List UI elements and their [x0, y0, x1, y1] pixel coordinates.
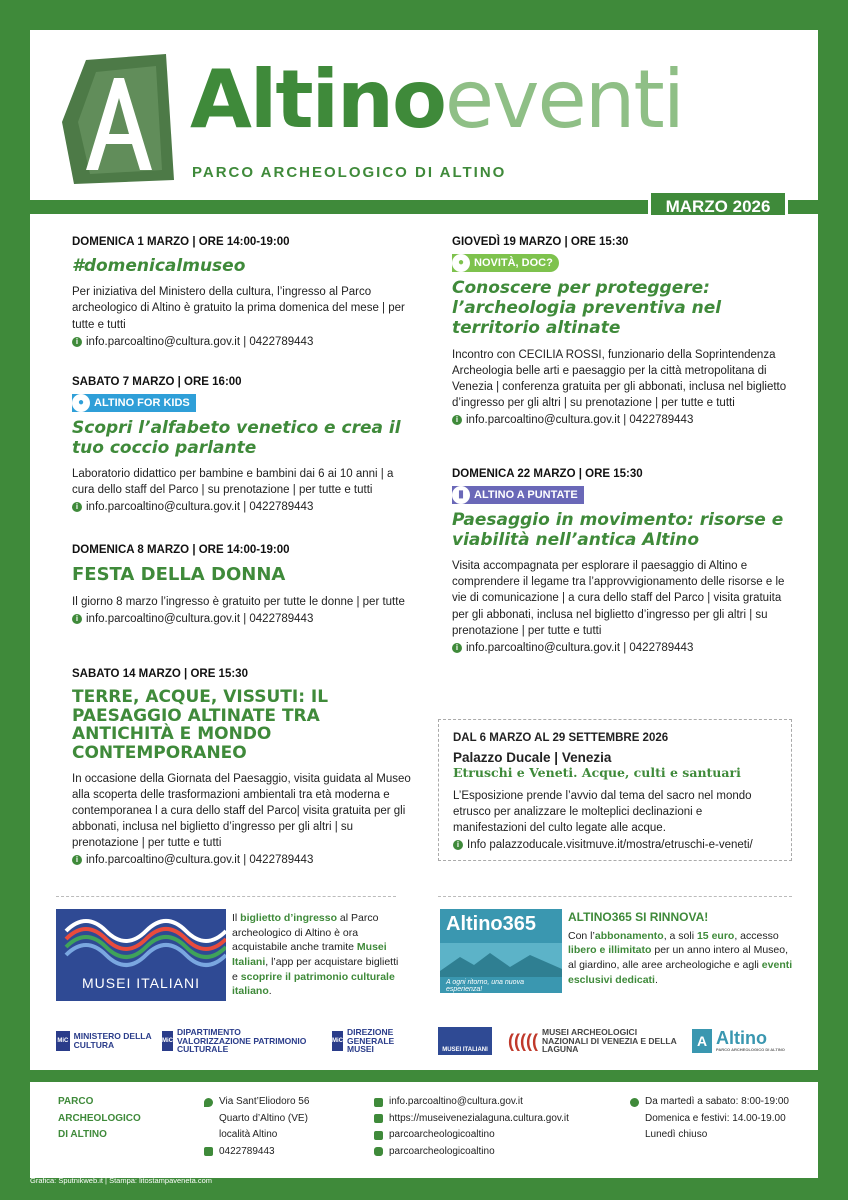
- info-icon: i: [72, 337, 82, 347]
- event-desc: Il giorno 8 marzo l’ingresso è gratuito per tutte le donne | per tutte: [72, 595, 405, 608]
- event-date: DOMENICA 22 MARZO | ORE 15:30: [452, 468, 643, 480]
- tag-puntate: [452, 486, 584, 504]
- event-4: [72, 668, 417, 866]
- footer-text: Quarto d’Altino (VE): [219, 1112, 308, 1124]
- highlight-text: 15 euro: [696, 929, 735, 942]
- footer-text: località Altino: [219, 1129, 278, 1140]
- footer-address: [204, 1094, 309, 1160]
- event-desc: Laboratorio didattico per bambine e bambini dai 6 ai 10 anni | a cura dello staff del Parco | su prenotazione | per tutte e tutti: [72, 468, 394, 497]
- column-icon: ▮: [452, 486, 470, 504]
- event-5: [452, 236, 797, 426]
- footer-facebook-link[interactable]: parcoarcheologicoaltino: [389, 1129, 495, 1140]
- info-icon: i: [72, 614, 82, 624]
- logo-title-part2: eventi: [444, 53, 683, 146]
- footer-facebook-row: [374, 1127, 569, 1144]
- highlight-text: libero e illimitato: [568, 944, 652, 957]
- contact-text: info.parcoaltino@cultura.gov.it | 0422789443: [466, 641, 694, 654]
- text-run: Con l’: [568, 929, 595, 942]
- text-run: Il: [232, 912, 241, 924]
- musei-italiani-logo-text: MUSEI ITALIANI: [82, 975, 200, 991]
- event-title: #domenicalmuseo: [72, 256, 246, 276]
- highlight-text: Musei Italiani: [232, 941, 387, 969]
- partner-label: Altino: [716, 1028, 767, 1049]
- altino365-heading: ALTINO365 SI RINNOVA!: [568, 910, 709, 924]
- tag-doc: [452, 254, 559, 272]
- event-3: [72, 544, 417, 625]
- clock-icon: [630, 1098, 639, 1107]
- text-run: .: [654, 973, 658, 986]
- credits: Grafica: Sputnikweb.it | Stampa: litostampaveneta.com: [30, 1176, 213, 1185]
- event-date: DOMENICA 8 MARZO | ORE 14:00-19:00: [72, 544, 290, 556]
- event-date: SABATO 7 MARZO | ORE 16:00: [72, 376, 242, 388]
- footer-inner: [30, 1082, 818, 1178]
- altino365-logo: [440, 909, 562, 993]
- mic-icon: MiC: [56, 1031, 70, 1051]
- month-badge: MARZO 2026: [648, 190, 788, 218]
- altino-stone-logo-icon: [56, 52, 178, 188]
- footer-web-link[interactable]: https://museivenezialaguna.cultura.gov.it: [389, 1112, 569, 1124]
- highlight-text: biglietto d’ingresso: [240, 912, 338, 924]
- logo-title-part1: Altino: [190, 53, 445, 146]
- exhibition-date: DAL 6 MARZO AL 29 SETTEMBRE 2026: [453, 732, 669, 744]
- altino-mini-icon: A: [692, 1029, 712, 1053]
- info-icon: i: [452, 643, 462, 653]
- partner-label: MUSEI ARCHEOLOGICI NAZIONALI DI VENEZIA E DELLA LAGUNA: [541, 1026, 677, 1055]
- event-date: DOMENICA 1 MARZO | ORE 14:00-19:00: [72, 236, 290, 248]
- facebook-icon: [374, 1131, 383, 1140]
- kids-icon: ●: [72, 394, 90, 412]
- text-run: , accesso: [734, 929, 779, 942]
- partner-label: DIPARTIMENTO VALORIZZAZIONE PATRIMONIO CULTURALE: [177, 1026, 307, 1055]
- info-icon: i: [452, 415, 462, 425]
- event-date: GIOVEDÌ 19 MARZO | ORE 15:30: [452, 236, 629, 248]
- event-2: [72, 376, 417, 513]
- instagram-icon: [374, 1147, 383, 1156]
- footer-text: Via Sant’Eliodoro 56: [219, 1096, 310, 1107]
- footer-address-row: [204, 1094, 309, 1111]
- footer-name: [58, 1094, 141, 1144]
- partner-ministero: [56, 1023, 156, 1059]
- contact-text: info.parcoaltino@cultura.gov.it | 0422789443: [466, 414, 694, 427]
- partner-label: MINISTERO DELLA CULTURA: [73, 1031, 152, 1050]
- event-contact: [452, 414, 797, 426]
- footer-phone-row: [204, 1144, 309, 1161]
- header: [30, 30, 818, 210]
- highlight-text: abbonamento: [594, 929, 664, 942]
- footer-text[interactable]: 0422789443: [219, 1145, 275, 1157]
- altino365-text: [568, 909, 796, 988]
- footer-web-row: [374, 1111, 569, 1128]
- event-contact: [72, 613, 417, 625]
- waves-icon: [56, 909, 226, 969]
- email-icon: [374, 1098, 383, 1107]
- contact-text: info.parcoaltino@cultura.gov.it | 0422789443: [86, 335, 314, 348]
- partner-logos: [56, 1023, 796, 1059]
- footer-text: Da martedì a sabato: 8:00-19:00: [645, 1096, 789, 1107]
- partner-altino: [692, 1023, 796, 1059]
- partner-altino-text: [716, 1029, 785, 1052]
- text-run: al Parco archeologico di Altino è ora acquistabile anche tramite: [232, 912, 379, 954]
- text-run: , a soli: [663, 929, 697, 942]
- divider-right: [438, 896, 792, 897]
- poster: [30, 30, 818, 1070]
- partner-sub: PARCO ARCHEOLOGICO DI ALTINO: [716, 1047, 785, 1053]
- altino365-logo-sub: A ogni ritorno, una nuova esperienza!: [446, 979, 524, 993]
- logo-subtitle: PARCO ARCHEOLOGICO DI ALTINO: [192, 164, 507, 181]
- partner-label: DIREZIONE GENERALE MUSEI: [347, 1026, 395, 1055]
- footer-name-line: DI ALTINO: [58, 1129, 107, 1140]
- partner-musei-italiani: [438, 1023, 492, 1059]
- partner-direzione: [332, 1023, 412, 1059]
- contact-text: info.parcoaltino@cultura.gov.it | 0422789443: [86, 501, 314, 514]
- musei-italiani-logo: [56, 909, 226, 1001]
- footer-contacts: [374, 1094, 569, 1160]
- info-icon: i: [72, 855, 82, 865]
- event-title: Conoscere per proteggere: l’archeologia preventiva nel territorio altinate: [452, 277, 722, 339]
- footer-name-line: ARCHEOLOGICO: [58, 1112, 141, 1124]
- musei-italiani-text: [232, 911, 402, 999]
- exhibition-desc: L’Esposizione prende l’avvio dal tema del sacro nel mondo etrusco per analizzare le molteplici declinazioni e manifestazioni del culto legate alle acque.: [453, 790, 752, 835]
- info-icon: i: [72, 502, 82, 512]
- footer-hours: [630, 1094, 789, 1144]
- text-run: per un anno intero al Museo, al giardino, alle aree archeologiche e agli: [568, 944, 789, 972]
- text-run: .: [268, 985, 272, 998]
- contact-text: info.parcoaltino@cultura.gov.it | 0422789443: [86, 612, 314, 625]
- contact-text: info.parcoaltino@cultura.gov.it | 0422789443: [86, 854, 314, 867]
- event-desc: Visita accompagnata per esplorare il paesaggio di Altino e comprendere il legame tra l’approvvigionamento delle risorse e le vie di comunicazione | a cura dello staff del Parco | visita gratuita per gli abbonati, inclusa nel biglietto d’ingresso per gli altri | su prenotazione | per tutte e tutti: [452, 560, 785, 637]
- event-date: SABATO 14 MARZO | ORE 15:30: [72, 668, 248, 680]
- microphone-icon: ●: [452, 254, 470, 272]
- divider-left: [56, 896, 396, 897]
- altino365-logo-title: Altino365: [446, 913, 537, 935]
- info-icon: i: [453, 840, 463, 850]
- footer-text: Lunedì chiuso: [645, 1129, 708, 1140]
- footer-text: Domenica e festivi: 14.00-19.00: [645, 1112, 786, 1124]
- partner-dipartimento: [162, 1023, 312, 1059]
- tag-label: ALTINO A PUNTATE: [474, 488, 578, 501]
- mic-icon: MiC: [162, 1031, 173, 1051]
- exhibition-info-text: Info palazzoducale.visitmuve.it/mostra/etruschi-e-veneti/: [467, 839, 753, 852]
- promo-altino365: [440, 909, 800, 1001]
- event-1: [72, 236, 417, 348]
- partner-musei-archeologici: [508, 1023, 678, 1059]
- partner-musei-italiani-logo: MUSEI ITALIANI: [438, 1027, 492, 1055]
- event-title: FESTA DELLA DONNA: [72, 564, 286, 585]
- event-6: [452, 468, 797, 654]
- event-desc: Incontro con CECILIA ROSSI, funzionario della Soprintendenza Archeologia belle arti e paesaggio per la città metropolitana di Venezia | conferenza gratuita per gli abbonati, inclusa nel biglietto d’ingresso per gli altri | su prenotazione | per tutte e tutti: [452, 348, 787, 409]
- highlight-text: eventi esclusivi dedicati: [568, 959, 793, 986]
- event-contact: [72, 501, 417, 513]
- arches-icon: (((((: [508, 1030, 538, 1051]
- phone-icon: [204, 1147, 213, 1156]
- footer-instagram-row: [374, 1144, 569, 1161]
- exhibition-info: [453, 839, 777, 851]
- footer-hours-row: [630, 1094, 789, 1111]
- tag-label: NOVITÀ, DOC?: [474, 256, 553, 269]
- web-icon: [374, 1114, 383, 1123]
- exhibition-box: [438, 719, 792, 861]
- tag-label: ALTINO FOR KIDS: [94, 396, 190, 409]
- event-contact: [72, 854, 417, 866]
- promo-musei-italiani: [56, 909, 399, 1001]
- event-contact: [72, 336, 417, 348]
- footer-email-link[interactable]: info.parcoaltino@cultura.gov.it: [389, 1096, 523, 1107]
- event-desc: Per iniziativa del Ministero della cultura, l’ingresso al Parco archeologico di Altino è gratuito la prima domenica del mese | per tutte e tutti: [72, 286, 405, 331]
- highlight-text: scoprire il patrimonio culturale italiano: [232, 970, 395, 998]
- exhibition-place: Palazzo Ducale | Venezia: [453, 750, 612, 765]
- footer-name-line: PARCO: [58, 1096, 94, 1107]
- location-pin-icon: [204, 1098, 213, 1107]
- tag-kids: [72, 394, 196, 412]
- text-run: , l’app per acquistare biglietti e: [232, 956, 399, 983]
- event-title: Paesaggio in movimento: risorse e viabilità nell’antica Altino: [452, 509, 784, 550]
- landscape-icon: [440, 943, 562, 977]
- logo-title: [190, 53, 683, 146]
- footer-instagram-link[interactable]: parcoarcheologicoaltino: [389, 1145, 495, 1157]
- event-title: TERRE, ACQUE, VISSUTI: IL PAESAGGIO ALTINATE TRA ANTICHITÀ E MONDO CONTEMPORANEO: [72, 687, 329, 764]
- event-title: Scopri l’alfabeto venetico e crea il tuo coccio parlante: [72, 417, 401, 458]
- mic-icon: MiC: [332, 1031, 343, 1051]
- event-contact: [452, 642, 797, 654]
- event-desc: In occasione della Giornata del Paesaggio, visita guidata al Museo alla scoperta delle trasformazioni ambientali tra età moderna e contemporanea l a cura dello staff del Parco| visita gratuita per gli abbonati, inclusa nel biglietto d’ingresso per gli altri | su prenotazione | per tutte e tutti: [72, 772, 411, 850]
- exhibition-title: Etruschi e Veneti. Acque, culti e santuari: [453, 765, 741, 780]
- footer-email-row: [374, 1094, 569, 1111]
